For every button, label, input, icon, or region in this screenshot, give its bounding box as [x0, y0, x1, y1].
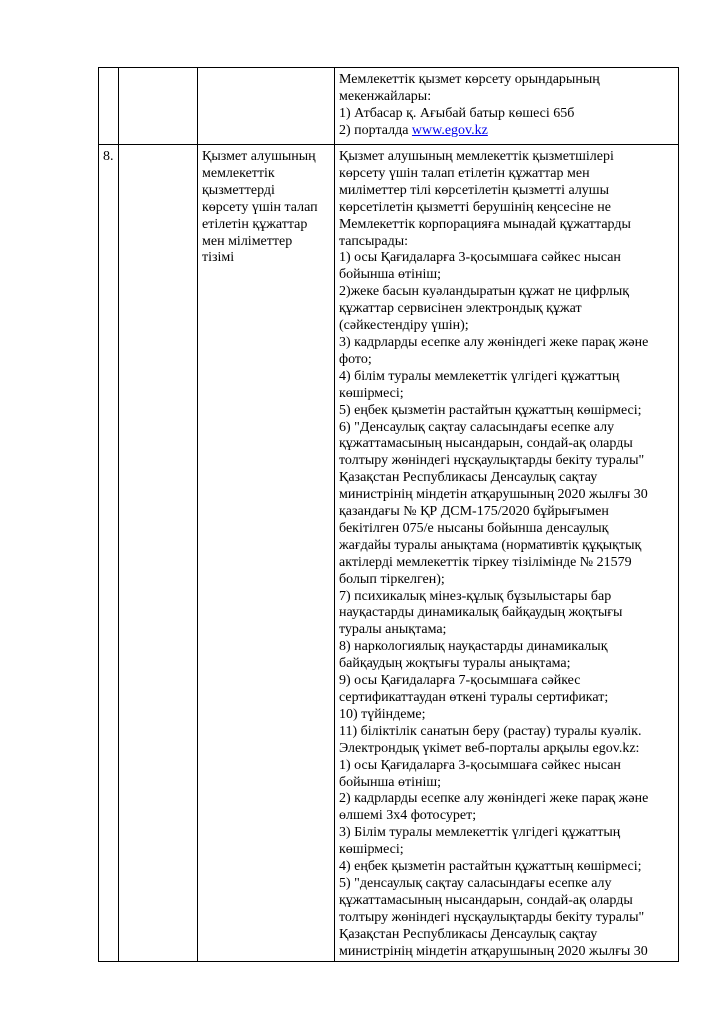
- text-line: 4) еңбек қызметін растайтын құжаттың көшірмесі;: [339, 859, 642, 875]
- text-line: қазандағы № ҚР ДСМ-175/2020 бұйрығымен: [339, 504, 609, 520]
- portal-prefix: 2) порталда: [339, 122, 412, 138]
- text-line: мен міліметтер: [202, 233, 293, 249]
- text-line: Мемлекеттік қызмет көрсету орындарының: [339, 72, 600, 87]
- table-row: [99, 68, 679, 145]
- text-line: көшірмесі;: [339, 842, 404, 858]
- text-line: 3) кадрларды есепке алу жөніндегі жеке парақ және: [339, 334, 649, 350]
- text-line: Қызмет алушының мемлекеттік қызметшілері: [339, 149, 614, 164]
- text-line: Электрондық үкімет веб-порталы арқылы egov.kz:: [339, 740, 640, 756]
- text-line: құжаттамасының нысандарын, сондай-ақ оларды: [339, 892, 633, 908]
- text-line: актілерді мемлекеттік тіркеу тізілімінде № 21579: [339, 554, 632, 570]
- text-line: бойынша өтініш;: [339, 774, 442, 790]
- text-line: Мемлекеттік корпорацияға мынадай құжаттарды: [339, 216, 631, 232]
- text-line: 7) психикалық мінез-құлық бұзылыстары бар: [339, 588, 612, 604]
- text-line: 1) осы Қағидаларға 3-қосымшаға сәйкес нысан: [339, 250, 621, 266]
- text-line: етілетін құжаттар: [202, 216, 308, 232]
- text-line: фото;: [339, 351, 372, 367]
- text-line: 9) осы Қағидаларға 7-қосымшаға сәйкес: [339, 673, 581, 689]
- text-line: 8) наркологиялық науқастарды динамикалық: [339, 639, 608, 655]
- egov-link[interactable]: www.egov.kz: [411, 122, 488, 138]
- empty-cell: [119, 68, 198, 145]
- text-line: 3) Білім туралы мемлекеттік үлгідегі құжаттың: [339, 825, 621, 841]
- content-cell: [335, 145, 679, 962]
- text-line: науқастарды динамикалық байқаудың жоқтығы: [339, 605, 623, 621]
- text-line: көрсету үшін талап: [202, 199, 318, 215]
- text-line: көрсетілетін қызметті берушінің кеңсесіне не: [339, 199, 611, 215]
- criterion-cell: [198, 68, 335, 145]
- empty-cell: [119, 145, 198, 962]
- text-line: 11) біліктілік санатын беру (растау) туралы куәлік.: [339, 723, 642, 739]
- text-line: мекенжайлары:: [339, 88, 432, 104]
- text-line: (сәйкестендіру үшін);: [339, 318, 469, 334]
- text-line: сертификаттаудан өткені туралы сертификат;: [339, 690, 609, 705]
- text-line: Қазақстан Республикасы Денсаулық сақтау: [339, 926, 598, 942]
- text-line: жағдайы туралы анықтама (нормативтік құқықтық: [339, 537, 642, 553]
- text-line: министрінің міндетін атқарушының 2020 жылғы 30: [339, 487, 648, 503]
- text-line: көшірмесі;: [339, 385, 404, 401]
- number-cell: [99, 145, 119, 962]
- text-line: толтыру жөніндегі нұсқаулықтарды бекіту туралы": [339, 453, 645, 469]
- text-line: Қызмет алушының: [202, 149, 316, 164]
- text-line: 1) осы Қағидаларға 3-қосымшаға сәйкес нысан: [339, 757, 621, 773]
- text-line: болып тіркелген);: [339, 571, 445, 587]
- text-line: байқаудың жоқтығы туралы анықтама;: [339, 656, 571, 672]
- text-line: миліметтер тілі көрсетілетін қызметті алушы: [339, 182, 609, 198]
- text-line: 5) еңбек қызметін растайтын құжаттың көшірмесі;: [339, 402, 642, 418]
- text-line: көрсету үшін талап етілетін құжаттар мен: [339, 165, 590, 181]
- text-line: өлшемі 3х4 фотосурет;: [339, 808, 477, 824]
- text-line: 4) білім туралы мемлекеттік үлгідегі құжаттың: [339, 368, 620, 384]
- text-line: құжаттамасының нысандарын, сондай-ақ оларды: [339, 436, 633, 452]
- text-line: бойынша өтініш;: [339, 267, 442, 283]
- text-line: 5) "денсаулық сақтау саласындағы есепке алу: [339, 875, 612, 891]
- table-row: [99, 145, 679, 962]
- text-line: қызметтерді: [202, 182, 275, 198]
- text-line: 10) түйіндеме;: [339, 706, 426, 722]
- text-line: құжаттар сервисінен электрондық құжат: [339, 301, 582, 317]
- text-line: 1) Атбасар қ. Ағыбай батыр көшесі 65б: [339, 105, 575, 121]
- text-line: 6) "Денсаулық сақтау саласындағы есепке алу: [339, 419, 615, 435]
- text-line: туралы анықтама;: [339, 622, 447, 638]
- text-line: Қазақстан Республикасы Денсаулық сақтау: [339, 470, 598, 486]
- row-number: 8.: [103, 149, 114, 164]
- text-line: министрінің міндетін атқарушының 2020 жылғы 30: [339, 943, 648, 959]
- text-line: бекітілген 075/е нысаны бойынша денсаулық: [339, 520, 609, 536]
- text-line: 2) кадрларды есепке алу жөніндегі жеке парақ және: [339, 791, 649, 807]
- text-line: 2)жеке басын куәландыратын құжат не цифрлық: [339, 284, 630, 300]
- text-line: мемлекеттік: [202, 165, 275, 181]
- text-line: тапсырады:: [339, 233, 409, 249]
- criterion-cell: [198, 145, 335, 962]
- portal-line: [339, 123, 674, 140]
- text-line: толтыру жөніндегі нұсқаулықтарды бекіту туралы": [339, 909, 645, 925]
- text-line: тізімі: [202, 250, 235, 266]
- services-table: [98, 67, 679, 962]
- content-cell: [335, 68, 679, 145]
- number-cell: [99, 68, 119, 145]
